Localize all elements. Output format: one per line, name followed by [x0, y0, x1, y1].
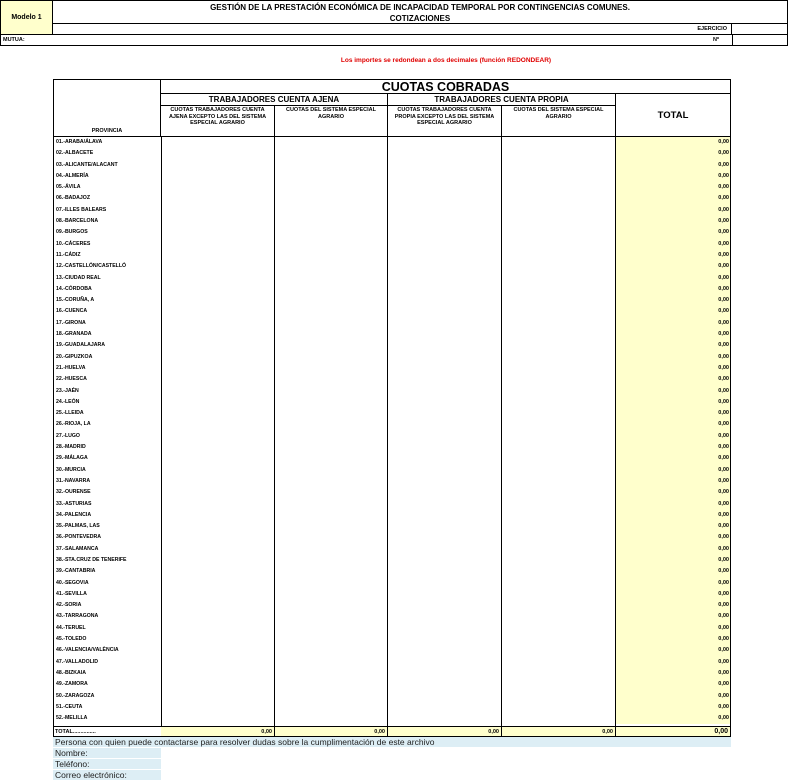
row-total-value: 0,00: [718, 150, 729, 157]
table-row: [54, 295, 731, 306]
form-title: [53, 0, 788, 24]
table-row: [54, 193, 731, 204]
row-total-value: 0,00: [718, 229, 729, 236]
table-row: [54, 679, 731, 690]
row-total-cell: [616, 713, 731, 724]
row-total-cell: [616, 397, 731, 408]
row-total-cell: [616, 182, 731, 193]
provincia-name: 03.-ALICANTE/ALACANT: [56, 161, 118, 168]
provincia-name: 24.-LEÓN: [56, 398, 80, 405]
provincia-name: 13.-CIUDAD REAL: [56, 274, 101, 281]
row-total-cell: [616, 702, 731, 713]
provincia-name: 38.-STA.CRUZ DE TENERIFE: [56, 556, 127, 563]
row-total-value: 0,00: [718, 715, 729, 722]
row-total-cell: [616, 634, 731, 645]
provincia-name: 52.-MELILLA: [56, 715, 88, 722]
provincia-header: PROVINCIA: [91, 128, 123, 134]
row-total-value: 0,00: [718, 703, 729, 710]
total-value: 0,00: [488, 729, 499, 735]
table-row: [54, 566, 731, 577]
provincia-name: 18.-GRANADA: [56, 331, 92, 338]
row-total-value: 0,00: [718, 636, 729, 643]
row-total-value: 0,00: [718, 444, 729, 451]
row-total-value: 0,00: [718, 489, 729, 496]
row-total-value: 0,00: [718, 624, 729, 631]
table-row: [54, 239, 731, 250]
modelo-label: Modelo 1: [0, 0, 53, 35]
total-ajena-agrario: [275, 727, 388, 736]
table-row: [54, 408, 731, 419]
provincia-name: 28.-MADRID: [56, 444, 86, 451]
row-total-value: 0,00: [718, 263, 729, 270]
row-total-value: 0,00: [718, 500, 729, 507]
row-total-value: 0,00: [718, 523, 729, 530]
table-row: [54, 340, 731, 351]
provincia-name: 01.-ARABA/ÁLAVA: [56, 139, 103, 145]
table-row: [54, 578, 731, 589]
table-row: [54, 453, 731, 464]
table-row: [54, 634, 731, 645]
row-total-cell: [616, 544, 731, 555]
provincia-name: 34.-PALENCIA: [56, 511, 92, 518]
row-total-value: 0,00: [718, 240, 729, 247]
total-propia-general: [388, 727, 502, 736]
provincia-rows: [53, 137, 731, 726]
row-total-cell: [616, 600, 731, 611]
row-total-value: 0,00: [718, 410, 729, 417]
row-total-value: 0,00: [718, 297, 729, 304]
row-total-cell: [616, 555, 731, 566]
row-total-value: 0,00: [718, 342, 729, 349]
column-divider: [274, 137, 275, 726]
provincia-name: 08.-BARCELONA: [56, 218, 99, 225]
row-total-value: 0,00: [718, 172, 729, 179]
row-total-value: 0,00: [718, 613, 729, 620]
provincia-name: 48.-BIZKAIA: [56, 669, 86, 676]
row-total-cell: [616, 284, 731, 295]
provincia-name: 33.-ASTURIAS: [56, 500, 92, 507]
row-total-value: 0,00: [718, 251, 729, 258]
provincia-name: 50.-ZARAGOZA: [56, 692, 95, 699]
row-total-cell: [616, 419, 731, 430]
row-total-cell: [616, 487, 731, 498]
row-total-value: 0,00: [718, 432, 729, 439]
provincia-name: 39.-CANTABRIA: [56, 568, 96, 575]
provincia-name: 31.-NAVARRA: [56, 477, 91, 484]
row-total-value: 0,00: [718, 658, 729, 665]
provincia-header-cell: [53, 79, 161, 137]
total-value: 0,00: [374, 729, 385, 735]
row-total-cell: [616, 250, 731, 261]
row-total-value: 0,00: [718, 466, 729, 473]
provincia-name: 10.-CÁCERES: [56, 240, 91, 247]
provincia-name: 45.-TOLEDO: [56, 636, 87, 643]
correo-label: Correo electrónico:: [55, 770, 127, 780]
table-row: [54, 182, 731, 193]
provincia-name: 49.-ZAMORA: [56, 681, 88, 688]
row-total-cell: [616, 431, 731, 442]
mutua-label: MUTUA:: [3, 37, 25, 43]
table-row: [54, 273, 731, 284]
col-header-ajena-general: CUOTAS TRABAJADORES CUENTA AJENA EXCEPTO LAS DEL SISTEMA ESPECIAL AGRARIO: [161, 106, 275, 137]
provincia-name: 44.-TERUEL: [56, 624, 86, 631]
row-total-value: 0,00: [718, 331, 729, 338]
table-row: [54, 363, 731, 374]
telefono-field[interactable]: [161, 759, 731, 770]
row-total-cell: [616, 261, 731, 272]
table-row: [54, 713, 731, 724]
row-total-cell: [616, 442, 731, 453]
row-total-value: 0,00: [718, 647, 729, 654]
nombre-label: Nombre:: [55, 748, 88, 758]
table-row: [54, 171, 731, 182]
row-total-cell: [616, 239, 731, 250]
provincia-name: 41.-SEVILLA: [56, 590, 87, 597]
col-header-propia-agrario: CUOTAS DEL SISTEMA ESPECIAL AGRARIO: [502, 106, 616, 137]
provincia-name: 06.-BADAJOZ: [56, 195, 91, 202]
table-row: [54, 611, 731, 622]
provincia-name: 47.-VALLADOLID: [56, 658, 98, 665]
row-total-cell: [616, 679, 731, 690]
column-divider: [615, 137, 616, 726]
row-total-cell: [616, 668, 731, 679]
row-total-value: 0,00: [718, 579, 729, 586]
numero-label: Nº: [713, 37, 719, 43]
ejercicio-row: [53, 24, 788, 35]
col-header-ajena-agrario: CUOTAS DEL SISTEMA ESPECIAL AGRARIO: [275, 106, 388, 137]
row-total-cell: [616, 306, 731, 317]
table-row: [54, 532, 731, 543]
row-total-cell: [616, 160, 731, 171]
provincia-name: 15.-CORUÑA, A: [56, 297, 95, 304]
table-row: [54, 318, 731, 329]
provincia-name: 36.-PONTEVEDRA: [56, 534, 101, 541]
provincia-name: 23.-JAÉN: [56, 387, 79, 394]
total-value: 0,00: [261, 729, 272, 735]
row-total-cell: [616, 386, 731, 397]
table-row: [54, 691, 731, 702]
telefono-label: Teléfono:: [55, 759, 90, 769]
row-total-value: 0,00: [718, 692, 729, 699]
provincia-name: 22.-HUESCA: [56, 376, 87, 383]
provincia-name: 30.-MURCIA: [56, 466, 86, 473]
row-total-cell: [616, 645, 731, 656]
total-row: [53, 726, 731, 737]
row-total-cell: [616, 476, 731, 487]
row-total-value: 0,00: [718, 195, 729, 202]
row-total-value: 0,00: [718, 568, 729, 575]
provincia-name: 25.-LLEIDA: [56, 410, 84, 417]
contact-telefono-row: [53, 759, 731, 770]
table-row: [54, 442, 731, 453]
provincia-name: 04.-ALMERÍA: [56, 172, 89, 179]
row-total-cell: [616, 148, 731, 159]
row-total-value: 0,00: [718, 206, 729, 213]
table-row: [54, 510, 731, 521]
correo-field[interactable]: [161, 770, 731, 781]
provincia-name: 05.-ÁVILA: [56, 184, 81, 191]
table-row: [54, 476, 731, 487]
row-total-value: 0,00: [718, 218, 729, 225]
table-row: [54, 397, 731, 408]
table-row: [54, 487, 731, 498]
provincia-name: 16.-CUENCA: [56, 308, 88, 315]
provincia-name: 20.-GIPUZKOA: [56, 353, 93, 360]
title-line-2: COTIZACIONES: [389, 14, 451, 23]
contact-nombre-row: [53, 748, 731, 759]
table-row: [54, 657, 731, 668]
row-total-cell: [616, 521, 731, 532]
provincia-name: 42.-SORIA: [56, 602, 82, 609]
table-row: [54, 645, 731, 656]
row-total-value: 0,00: [718, 681, 729, 688]
table-row: [54, 465, 731, 476]
row-total-value: 0,00: [718, 511, 729, 518]
table-row: [54, 261, 731, 272]
row-total-cell: [616, 205, 731, 216]
column-divider: [730, 137, 731, 726]
provincia-name: 21.-HUELVA: [56, 364, 86, 371]
table-row: [54, 352, 731, 363]
row-total-value: 0,00: [718, 669, 729, 676]
row-total-cell: [616, 340, 731, 351]
group-cuenta-propia: TRABAJADORES CUENTA PROPIA: [388, 94, 616, 106]
provincia-name: 46.-VALENCIA/VALÈNCIA: [56, 647, 119, 654]
row-total-value: 0,00: [718, 477, 729, 484]
table-row: [54, 227, 731, 238]
table-row: [54, 419, 731, 430]
table-row: [54, 623, 731, 634]
provincia-name: 11.-CÁDIZ: [56, 251, 81, 258]
provincia-name: 51.-CEUTA: [56, 703, 83, 710]
row-total-value: 0,00: [718, 139, 729, 145]
grand-total: [616, 727, 730, 736]
table-row: [54, 284, 731, 295]
row-total-value: 0,00: [718, 590, 729, 597]
title-line-1: GESTIÓN DE LA PRESTACIÓN ECONÓMICA DE INCAPACIDAD TEMPORAL POR CONTINGENCIAS COMUNES.: [210, 3, 630, 12]
table-row: [54, 555, 731, 566]
row-total-cell: [616, 578, 731, 589]
row-total-value: 0,00: [718, 376, 729, 383]
numero-field[interactable]: [732, 35, 788, 45]
group-cuenta-ajena: TRABAJADORES CUENTA AJENA: [161, 94, 388, 106]
provincia-name: 29.-MÁLAGA: [56, 455, 88, 462]
rounding-note: Los importes se redondean a dos decimales (función REDONDEAR): [340, 57, 552, 64]
table-row: [54, 160, 731, 171]
row-total-cell: [616, 329, 731, 340]
table-row: [54, 600, 731, 611]
provincia-name: 02.-ALBACETE: [56, 150, 94, 157]
row-total-value: 0,00: [718, 353, 729, 360]
total-header: TOTAL: [616, 94, 731, 137]
row-total-cell: [616, 193, 731, 204]
column-divider: [387, 137, 388, 726]
row-total-value: 0,00: [718, 545, 729, 552]
row-total-cell: [616, 171, 731, 182]
row-total-cell: [616, 363, 731, 374]
row-total-value: 0,00: [718, 398, 729, 405]
table-row: [54, 216, 731, 227]
row-total-value: 0,00: [718, 285, 729, 292]
provincia-name: 14.-CÓRDOBA: [56, 285, 92, 292]
mutua-row: [0, 35, 788, 46]
row-total-cell: [616, 499, 731, 510]
column-divider: [161, 137, 162, 726]
provincia-name: 19.-GUADALAJARA: [56, 342, 105, 349]
table-row: [54, 544, 731, 555]
row-total-cell: [616, 691, 731, 702]
provincia-name: 35.-PALMAS, LAS: [56, 523, 100, 530]
form-header: [0, 0, 788, 47]
ejercicio-label: EJERCICIO: [697, 26, 727, 32]
row-total-cell: [616, 273, 731, 284]
row-total-value: 0,00: [718, 308, 729, 315]
row-total-cell: [616, 352, 731, 363]
provincia-name: 26.-RIOJA, LA: [56, 421, 91, 428]
col-header-propia-general: CUOTAS TRABAJADORES CUENTA PROPIA EXCEPTO LAS DEL SISTEMA ESPECIAL AGRARIO: [388, 106, 502, 137]
column-divider: [501, 137, 502, 726]
total-row-label: TOTAL...............: [55, 729, 96, 735]
row-total-cell: [616, 374, 731, 385]
row-total-cell: [616, 566, 731, 577]
provincia-name: 17.-GIRONA: [56, 319, 86, 326]
grand-total-value: 0,00: [714, 728, 728, 735]
row-total-value: 0,00: [718, 455, 729, 462]
provincia-name: 43.-TARRAGONA: [56, 613, 99, 620]
table-row: [54, 250, 731, 261]
row-total-cell: [616, 408, 731, 419]
provincia-name: 07.-ILLES BALEARS: [56, 206, 107, 213]
row-total-cell: [616, 532, 731, 543]
table-row: [54, 431, 731, 442]
row-total-value: 0,00: [718, 421, 729, 428]
table-row: [54, 205, 731, 216]
contact-correo-row: [53, 770, 731, 781]
row-total-cell: [616, 465, 731, 476]
table-row: [54, 386, 731, 397]
table-row: [54, 702, 731, 713]
table-row: [54, 668, 731, 679]
row-total-cell: [616, 137, 731, 148]
table-row: [54, 306, 731, 317]
row-total-cell: [616, 611, 731, 622]
row-total-value: 0,00: [718, 556, 729, 563]
cuotas-table: [53, 79, 731, 781]
row-total-cell: [616, 453, 731, 464]
row-total-value: 0,00: [718, 364, 729, 371]
row-total-cell: [616, 216, 731, 227]
row-total-value: 0,00: [718, 387, 729, 394]
table-title: CUOTAS COBRADAS: [161, 79, 731, 94]
row-total-value: 0,00: [718, 274, 729, 281]
row-total-value: 0,00: [718, 534, 729, 541]
provincia-name: 12.-CASTELLÓN/CASTELLÓ: [56, 263, 127, 270]
row-total-cell: [616, 510, 731, 521]
provincia-name: 27.-LUGO: [56, 432, 80, 439]
row-total-value: 0,00: [718, 319, 729, 326]
row-total-cell: [616, 227, 731, 238]
provincia-name: 09.-BURGOS: [56, 229, 88, 236]
table-row: [54, 589, 731, 600]
table-row: [54, 137, 731, 148]
row-total-cell: [616, 623, 731, 634]
row-total-value: 0,00: [718, 602, 729, 609]
row-total-cell: [616, 589, 731, 600]
provincia-name: 37.-SALAMANCA: [56, 545, 99, 552]
contact-section: [53, 737, 731, 781]
total-ajena-general: [161, 727, 275, 736]
provincia-name: 32.-OURENSE: [56, 489, 91, 496]
total-value: 0,00: [602, 729, 613, 735]
table-row: [54, 521, 731, 532]
row-total-value: 0,00: [718, 161, 729, 168]
table-row: [54, 374, 731, 385]
table-row: [54, 148, 731, 159]
ejercicio-field[interactable]: [731, 24, 788, 34]
row-total-cell: [616, 318, 731, 329]
provincia-name: 40.-SEGOVIA: [56, 579, 89, 586]
contact-intro: Persona con quien puede contactarse para resolver dudas sobre la cumplimentación de este archivo: [55, 737, 435, 747]
total-propia-agrario: [502, 727, 616, 736]
table-row: [54, 329, 731, 340]
contact-intro-row: [53, 737, 731, 748]
nombre-field[interactable]: [161, 748, 731, 759]
row-total-cell: [616, 295, 731, 306]
row-total-cell: [616, 657, 731, 668]
row-total-value: 0,00: [718, 184, 729, 191]
table-row: [54, 499, 731, 510]
